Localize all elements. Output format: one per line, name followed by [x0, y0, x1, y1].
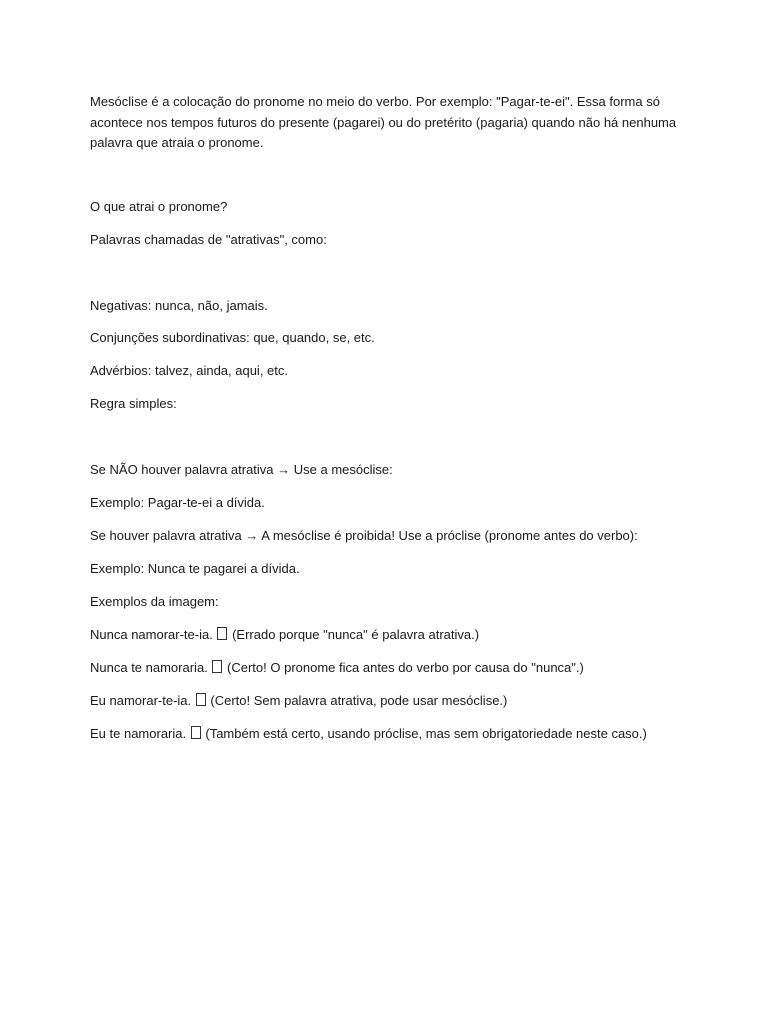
negatives-line: Negativas: nunca, não, jamais.	[90, 298, 268, 313]
missing-glyph-icon	[212, 660, 222, 673]
example-comment: (Certo! O pronome fica antes do verbo por causa do "nunca".)	[227, 660, 584, 675]
missing-glyph-icon	[191, 726, 201, 739]
example-sentence: Eu namorar-te-ia.	[90, 693, 192, 708]
attractive-words-intro: Palavras chamadas de "atrativas", como:	[90, 232, 327, 247]
example-comment: (Também está certo, usando próclise, mas sem obrigatoriedade neste caso.)	[205, 726, 647, 741]
intro-paragraph: Mesóclise é a colocação do pronome no meio do verbo. Por exemplo: "Pagar-te-ei". Essa forma só acontece nos tempos futuros do presente (pagarei) ou do pretérito (pagaria) quando não há nenhuma palavra que atraia o pronome.	[90, 94, 677, 150]
rule-no-attractive: Se NÃO houver palavra atrativa → Use a mesóclise:	[90, 462, 393, 477]
missing-glyph-icon	[196, 693, 206, 706]
rule-with-attractive: Se houver palavra atrativa → A mesóclise é proibida! Use a próclise (pronome antes do verbo):	[90, 528, 638, 543]
question-line: O que atrai o pronome?	[90, 199, 228, 214]
example-line	[90, 658, 584, 678]
example-sentence: Eu te namoraria.	[90, 726, 187, 741]
example-comment: (Certo! Sem palavra atrativa, pode usar mesóclise.)	[210, 693, 508, 708]
missing-glyph-icon	[217, 627, 227, 640]
example-line	[90, 625, 479, 645]
conjunctions-line: Conjunções subordinativas: que, quando, se, etc.	[90, 330, 375, 345]
example-line	[90, 724, 647, 744]
simple-rule-heading: Regra simples:	[90, 396, 177, 411]
example-line	[90, 691, 507, 711]
example-mesoclise: Exemplo: Pagar-te-ei a dívida.	[90, 495, 265, 510]
example-comment: (Errado porque "nunca" é palavra atrativa.)	[232, 627, 480, 642]
image-examples-heading: Exemplos da imagem:	[90, 594, 219, 609]
example-sentence: Nunca te namoraria.	[90, 660, 208, 675]
example-proclise: Exemplo: Nunca te pagarei a dívida.	[90, 561, 300, 576]
example-sentence: Nunca namorar-te-ia.	[90, 627, 213, 642]
adverbs-line: Advérbios: talvez, ainda, aqui, etc.	[90, 363, 289, 378]
